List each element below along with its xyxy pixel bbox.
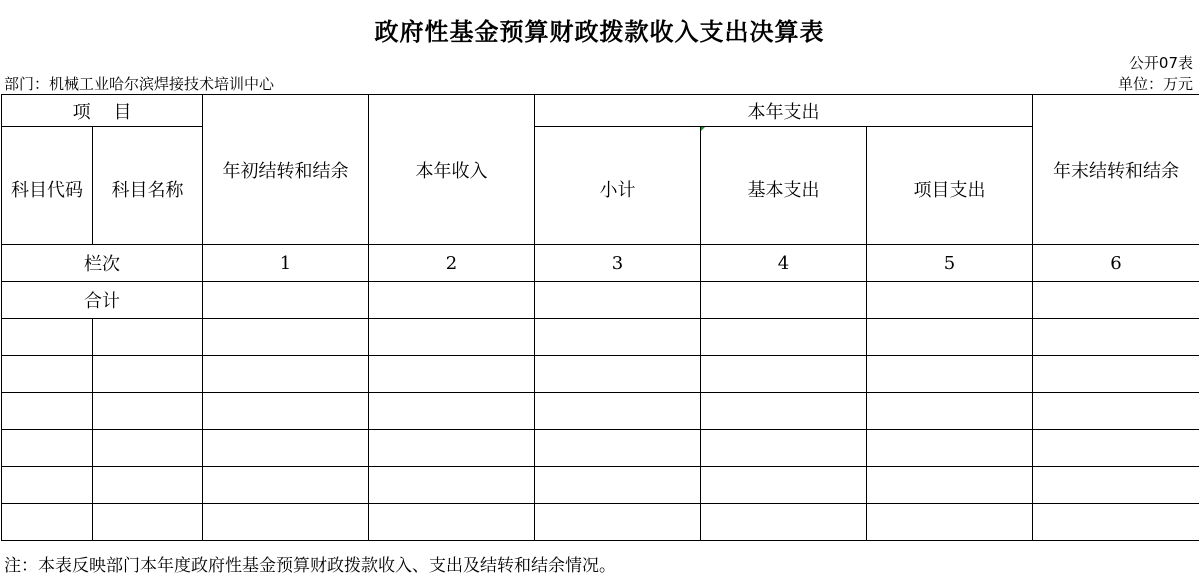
table-cell[interactable] [701, 467, 867, 504]
header-subject-code: 科目代码 [2, 127, 93, 245]
total-row [2, 282, 1199, 319]
table-row [2, 430, 1199, 467]
table-cell[interactable] [1033, 467, 1199, 504]
table-cell[interactable] [701, 282, 867, 319]
table-cell[interactable] [2, 319, 93, 356]
table-cell[interactable] [867, 504, 1033, 541]
table-cell[interactable] [867, 319, 1033, 356]
table-row [2, 504, 1199, 541]
table-cell[interactable] [203, 504, 369, 541]
table-cell[interactable] [369, 393, 535, 430]
header-project-expense: 项目支出 [867, 127, 1033, 245]
column-number: 1 [203, 245, 369, 282]
table-cell[interactable] [203, 356, 369, 393]
table-cell[interactable] [701, 393, 867, 430]
column-number: 3 [535, 245, 701, 282]
column-index-label: 栏次 [2, 245, 203, 282]
footnote: 注：本表反映部门本年度政府性基金预算财政拨款收入、支出及结转和结余情况。 [4, 556, 616, 576]
table-cell[interactable] [93, 356, 203, 393]
table-cell[interactable] [1033, 282, 1199, 319]
table-cell[interactable] [867, 430, 1033, 467]
table-cell[interactable] [535, 319, 701, 356]
table-row [2, 356, 1199, 393]
unit-label: 单位：万元 [1117, 75, 1193, 93]
budget-table [1, 94, 1199, 541]
table-cell[interactable] [1033, 393, 1199, 430]
table-cell[interactable] [701, 430, 867, 467]
table-cell[interactable] [369, 356, 535, 393]
table-row [2, 467, 1199, 504]
table-cell[interactable] [535, 393, 701, 430]
table-cell[interactable] [93, 319, 203, 356]
column-number: 2 [369, 245, 535, 282]
table-cell[interactable] [93, 430, 203, 467]
header-item: 项 目 [2, 95, 203, 127]
table-cell[interactable] [2, 356, 93, 393]
header-basic-expense: 基本支出 [701, 127, 867, 245]
table-cell[interactable] [93, 504, 203, 541]
table-cell[interactable] [535, 282, 701, 319]
table-cell[interactable] [93, 393, 203, 430]
table-cell[interactable] [1033, 319, 1199, 356]
table-cell[interactable] [535, 504, 701, 541]
header-subject-name: 科目名称 [93, 127, 203, 245]
form-number: 公开07表 [1128, 54, 1193, 72]
table-cell[interactable] [2, 467, 93, 504]
header-annual-income: 本年收入 [369, 95, 535, 245]
table-cell[interactable] [701, 356, 867, 393]
header-subtotal: 小计 [535, 127, 701, 245]
column-number: 6 [1033, 245, 1199, 282]
table-cell[interactable] [2, 504, 93, 541]
table-cell[interactable] [369, 467, 535, 504]
table-cell[interactable] [867, 356, 1033, 393]
header-opening-balance: 年初结转和结余 [203, 95, 369, 245]
table-cell[interactable] [203, 319, 369, 356]
table-cell[interactable] [369, 430, 535, 467]
column-number: 5 [867, 245, 1033, 282]
table-cell[interactable] [203, 393, 369, 430]
table-cell[interactable] [2, 430, 93, 467]
cell-comment-marker [701, 127, 705, 131]
table-cell[interactable] [203, 467, 369, 504]
table-cell[interactable] [369, 319, 535, 356]
table-cell[interactable] [535, 467, 701, 504]
table-cell[interactable] [203, 430, 369, 467]
table-row [2, 393, 1199, 430]
department-label: 部门：机械工业哈尔滨焊接技术培训中心 [4, 75, 275, 93]
table-cell[interactable] [867, 282, 1033, 319]
table-cell[interactable] [535, 356, 701, 393]
table-cell[interactable] [1033, 430, 1199, 467]
table-cell[interactable] [2, 393, 93, 430]
table-cell[interactable] [93, 467, 203, 504]
report-title: 政府性基金预算财政拨款收入支出决算表 [374, 17, 825, 46]
table-cell[interactable] [867, 467, 1033, 504]
column-index-row [2, 245, 1199, 282]
table-cell[interactable] [1033, 504, 1199, 541]
table-cell[interactable] [369, 504, 535, 541]
column-number: 4 [701, 245, 867, 282]
header-annual-expense: 本年支出 [535, 95, 1033, 127]
table-cell[interactable] [701, 504, 867, 541]
table-cell[interactable] [701, 319, 867, 356]
table-cell[interactable] [369, 282, 535, 319]
table-cell[interactable] [867, 393, 1033, 430]
total-label: 合计 [2, 282, 203, 319]
table-cell[interactable] [535, 430, 701, 467]
table-cell[interactable] [1033, 356, 1199, 393]
header-closing-balance: 年末结转和结余 [1033, 95, 1199, 245]
table-row [2, 319, 1199, 356]
table-cell[interactable] [203, 282, 369, 319]
